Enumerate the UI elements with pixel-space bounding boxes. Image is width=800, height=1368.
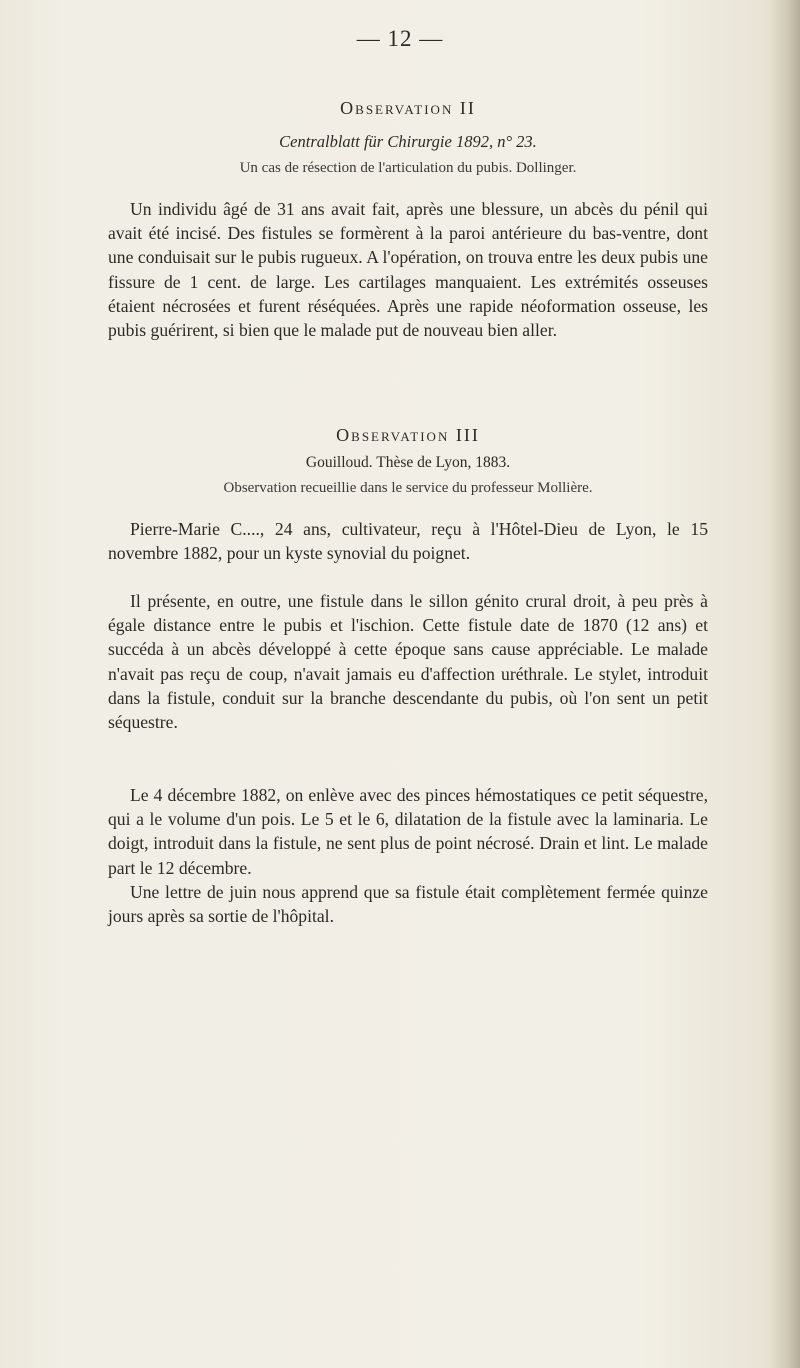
- observation-2-title: Observation II: [340, 98, 476, 118]
- observation-2-source: Centralblatt für Chirurgie 1892, n° 23.: [279, 132, 537, 151]
- page-edge-shadow: [770, 0, 800, 1368]
- page-number: — 12 —: [356, 26, 444, 51]
- observation-2-subtitle: Un cas de résection de l'articulation du pubis. Dollinger.: [239, 160, 577, 176]
- observation-3-paragraph: Une lettre de juin nous apprend que sa fistule était complètement fermée quinze jours après sa sortie de l'hôpital.: [108, 882, 708, 927]
- observation-3-source: Gouilloud. Thèse de Lyon, 1883.: [305, 454, 511, 471]
- observation-3-paragraph: Pierre-Marie C...., 24 ans, cultivateur, reçu à l'Hôtel-Dieu de Lyon, le 15 novembre 1882, pour un kyste synovial du poignet.: [108, 519, 708, 564]
- observation-3-paragraph: Le 4 décembre 1882, on enlève avec des pinces hémostatiques ce petit séquestre, qui a le volume d'un pois. Le 5 et le 6, dilatation de la fistule avec la laminaria. Le doigt, introduit dans la fistule, ne sent plus de point nécrosé. Drain et lint. Le malade part le 12 décembre.: [108, 785, 708, 878]
- observation-2-body: Un individu âgé de 31 ans avait fait, après une blessure, un abcès du pénil qui avait été incisé. Des fistules se formèrent à la paroi antérieure du bas-ventre, dont une conduisait sur le pubis rugueux. A l'opération, on trouva entre les deux pubis une fissure de 1 cent. de large. Les cartilages manquaient. Les extrémités osseuses étaient nécrosées et furent réséquées. Après une rapide néoformation osseuse, les pubis guérirent, si bien que le malade put de nouveau bien aller.: [108, 199, 708, 341]
- observation-3-paragraph: Il présente, en outre, une fistule dans le sillon génito crural droit, à peu près à égale distance entre le pubis et l'ischion. Cette fistule date de 1870 (12 ans) et succéda à un abcès développé à cette époque sans cause appréciable. Le malade n'avait pas reçu de coup, n'avait jamais eu d'affection uréthrale. Le stylet, introduit dans la fistule, conduit sur la branche descendante du pubis, où l'on sent un petit séquestre.: [108, 591, 708, 733]
- observation-3-subtitle: Observation recueillie dans le service du professeur Mollière.: [223, 480, 593, 496]
- observation-3-title: Observation III: [336, 425, 480, 445]
